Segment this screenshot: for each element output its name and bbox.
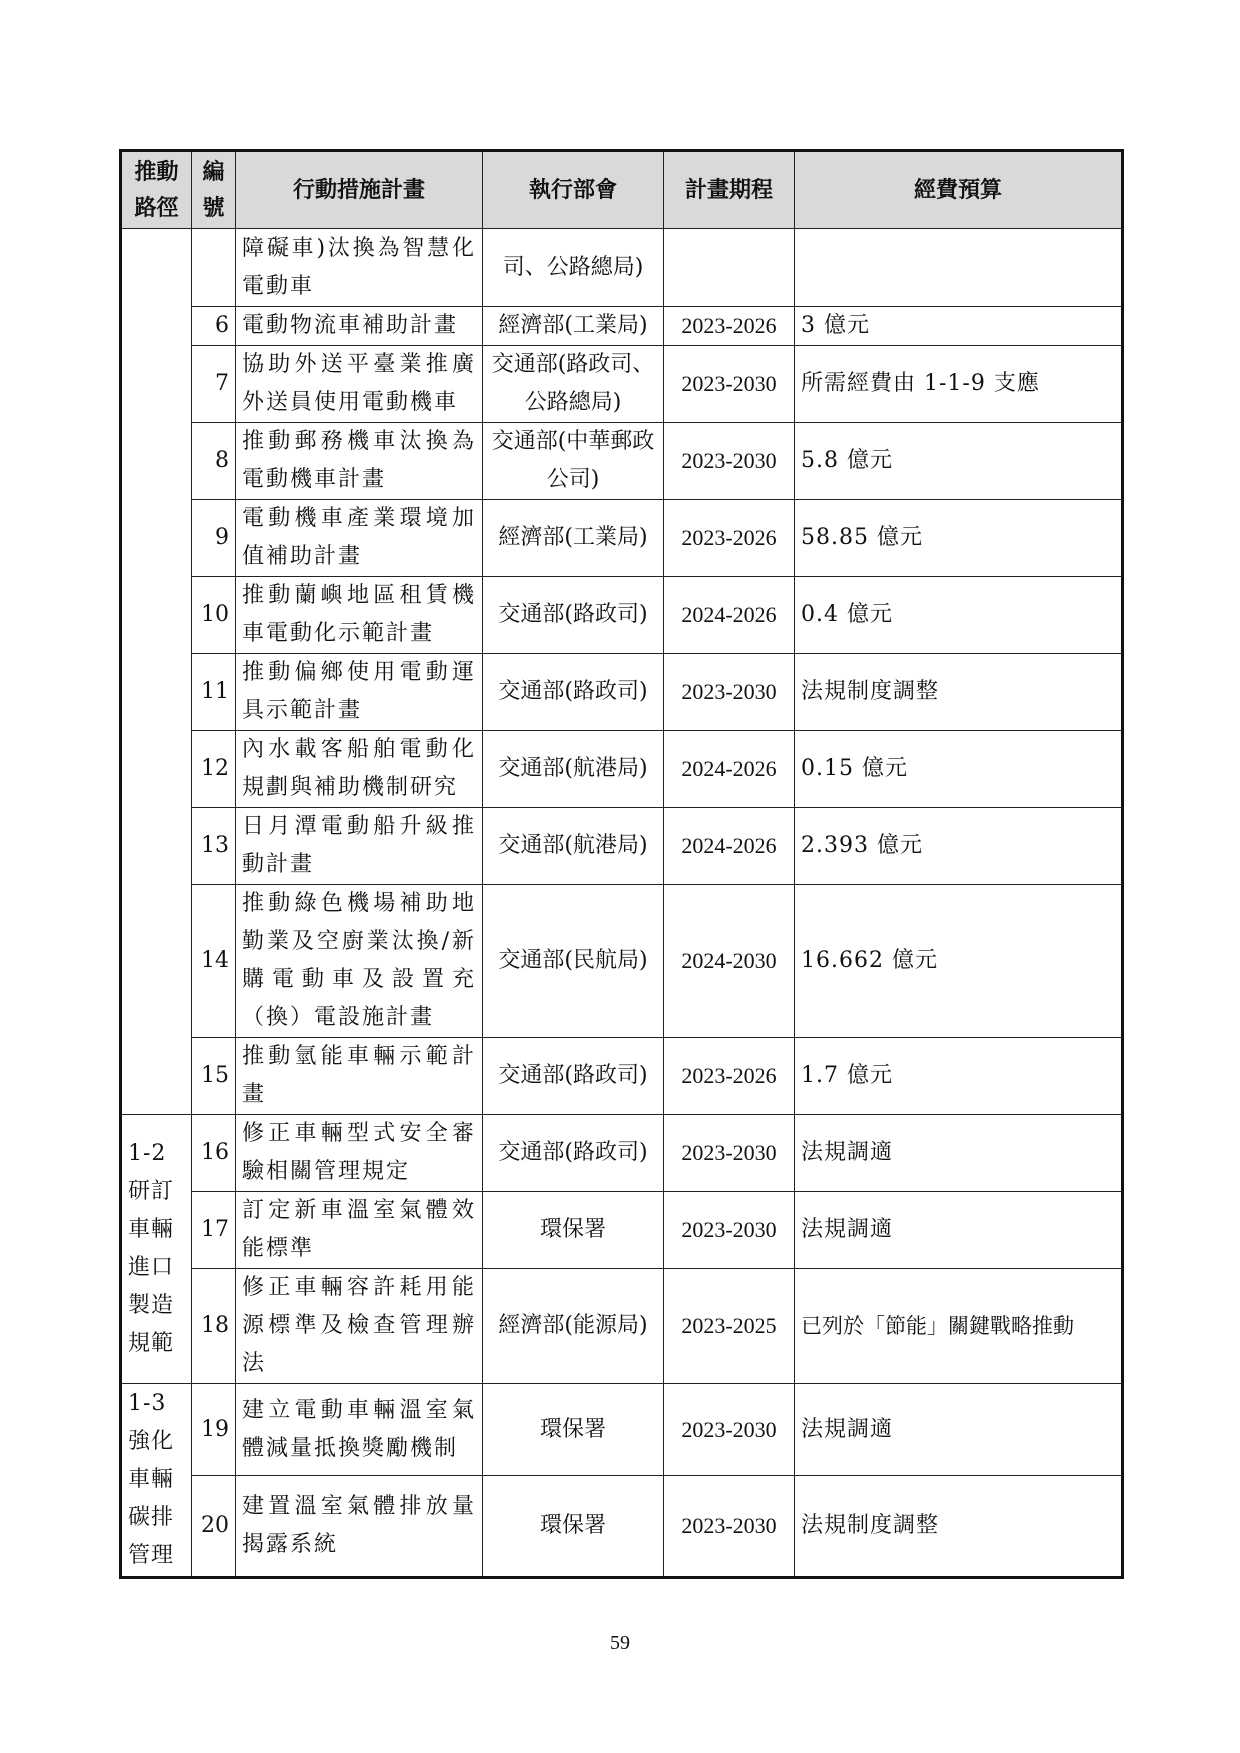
header-department: 執行部會: [483, 151, 664, 229]
row-budget: 法規制度調整: [795, 654, 1123, 731]
row-period: 2023-2026: [664, 500, 795, 577]
table-row: [121, 1384, 1123, 1476]
table-row: [121, 654, 1123, 731]
row-department: 交通部(路政司): [483, 1038, 664, 1115]
row-department: 交通部(路政司): [483, 654, 664, 731]
row-number: 19: [192, 1384, 236, 1476]
row-action: 推動綠色機場補助地勤業及空廚業汰換/新購電動車及設置充（換）電設施計畫: [236, 885, 483, 1038]
row-department: 司、公路總局): [483, 229, 664, 307]
row-period: 2023-2030: [664, 1384, 795, 1476]
row-action: 推動蘭嶼地區租賃機車電動化示範計畫: [236, 577, 483, 654]
row-department: 交通部(路政司、公路總局): [483, 346, 664, 423]
header-budget: 經費預算: [795, 151, 1123, 229]
row-budget: 法規調適: [795, 1384, 1123, 1476]
table-row: [121, 885, 1123, 1038]
row-number: 20: [192, 1476, 236, 1578]
row-department: 交通部(民航局): [483, 885, 664, 1038]
row-period: 2023-2025: [664, 1269, 795, 1384]
table-row: [121, 1192, 1123, 1269]
row-action: 推動氫能車輛示範計畫: [236, 1038, 483, 1115]
path-cell: 1-2 研訂車輛進口製造規範: [121, 1115, 192, 1384]
row-budget: 0.15 億元: [795, 731, 1123, 808]
row-period: 2024-2026: [664, 731, 795, 808]
path-cell: 1-3 強化車輛碳排管理: [121, 1384, 192, 1578]
table-row: [121, 1115, 1123, 1192]
row-number: 7: [192, 346, 236, 423]
row-number: 17: [192, 1192, 236, 1269]
row-action: 修正車輛型式安全審驗相關管理規定: [236, 1115, 483, 1192]
row-action: 內水載客船舶電動化規劃與補助機制研究: [236, 731, 483, 808]
row-period: [664, 229, 795, 307]
table-row: [121, 500, 1123, 577]
row-budget: 法規制度調整: [795, 1476, 1123, 1578]
row-period: 2023-2026: [664, 307, 795, 346]
row-action: 障礙車)汰換為智慧化電動車: [236, 229, 483, 307]
row-budget: 16.662 億元: [795, 885, 1123, 1038]
row-budget: 1.7 億元: [795, 1038, 1123, 1115]
row-department: 經濟部(能源局): [483, 1269, 664, 1384]
header-action: 行動措施計畫: [236, 151, 483, 229]
row-department: 交通部(航港局): [483, 731, 664, 808]
row-department: 交通部(路政司): [483, 577, 664, 654]
row-budget: 已列於「節能」關鍵戰略推動: [795, 1269, 1123, 1384]
row-action: 建立電動車輛溫室氣體減量抵換獎勵機制: [236, 1384, 483, 1476]
row-number: 6: [192, 307, 236, 346]
row-period: 2024-2026: [664, 808, 795, 885]
row-period: 2023-2030: [664, 1476, 795, 1578]
header-number: 編號: [192, 151, 236, 229]
row-period: 2023-2030: [664, 423, 795, 500]
row-period: 2024-2026: [664, 577, 795, 654]
row-number: [192, 229, 236, 307]
row-number: 10: [192, 577, 236, 654]
table-row: [121, 307, 1123, 346]
row-action: 日月潭電動船升級推動計畫: [236, 808, 483, 885]
path-cell: [121, 229, 192, 1115]
row-department: 環保署: [483, 1384, 664, 1476]
row-number: 13: [192, 808, 236, 885]
table-row: [121, 577, 1123, 654]
row-number: 16: [192, 1115, 236, 1192]
row-action: 協助外送平臺業推廣外送員使用電動機車: [236, 346, 483, 423]
row-period: 2023-2030: [664, 346, 795, 423]
row-action: 修正車輛容許耗用能源標準及檢查管理辦法: [236, 1269, 483, 1384]
row-budget: 法規調適: [795, 1192, 1123, 1269]
row-budget: 5.8 億元: [795, 423, 1123, 500]
row-budget: 0.4 億元: [795, 577, 1123, 654]
row-action: 訂定新車溫室氣體效能標準: [236, 1192, 483, 1269]
row-period: 2024-2030: [664, 885, 795, 1038]
row-budget: 所需經費由 1-1-9 支應: [795, 346, 1123, 423]
table-row: [121, 808, 1123, 885]
row-department: 經濟部(工業局): [483, 307, 664, 346]
row-budget: 3 億元: [795, 307, 1123, 346]
action-plan-table: [119, 149, 1124, 1579]
row-department: 交通部(路政司): [483, 1115, 664, 1192]
table-row: [121, 731, 1123, 808]
row-department: 經濟部(工業局): [483, 500, 664, 577]
table-header-row: [121, 151, 1123, 229]
row-action: 建置溫室氣體排放量揭露系統: [236, 1476, 483, 1578]
row-budget: [795, 229, 1123, 307]
row-budget: 2.393 億元: [795, 808, 1123, 885]
row-period: 2023-2030: [664, 1115, 795, 1192]
row-action: 電動物流車補助計畫: [236, 307, 483, 346]
row-period: 2023-2030: [664, 654, 795, 731]
row-department: 交通部(航港局): [483, 808, 664, 885]
table-row: [121, 423, 1123, 500]
row-number: 15: [192, 1038, 236, 1115]
row-department: 環保署: [483, 1192, 664, 1269]
row-action: 電動機車產業環境加值補助計畫: [236, 500, 483, 577]
table-row: [121, 346, 1123, 423]
table-row: [121, 229, 1123, 307]
row-number: 18: [192, 1269, 236, 1384]
page-number: 59: [610, 1632, 630, 1654]
row-number: 9: [192, 500, 236, 577]
header-period: 計畫期程: [664, 151, 795, 229]
row-period: 2023-2030: [664, 1192, 795, 1269]
table-row: [121, 1038, 1123, 1115]
row-number: 14: [192, 885, 236, 1038]
row-department: 環保署: [483, 1476, 664, 1578]
row-action: 推動偏鄉使用電動運具示範計畫: [236, 654, 483, 731]
row-department: 交通部(中華郵政公司): [483, 423, 664, 500]
row-budget: 法規調適: [795, 1115, 1123, 1192]
row-period: 2023-2026: [664, 1038, 795, 1115]
row-budget: 58.85 億元: [795, 500, 1123, 577]
row-number: 8: [192, 423, 236, 500]
row-number: 11: [192, 654, 236, 731]
row-number: 12: [192, 731, 236, 808]
table-row: [121, 1269, 1123, 1384]
row-action: 推動郵務機車汰換為電動機車計畫: [236, 423, 483, 500]
header-path: 推動路徑: [121, 151, 192, 229]
table-row: [121, 1476, 1123, 1578]
